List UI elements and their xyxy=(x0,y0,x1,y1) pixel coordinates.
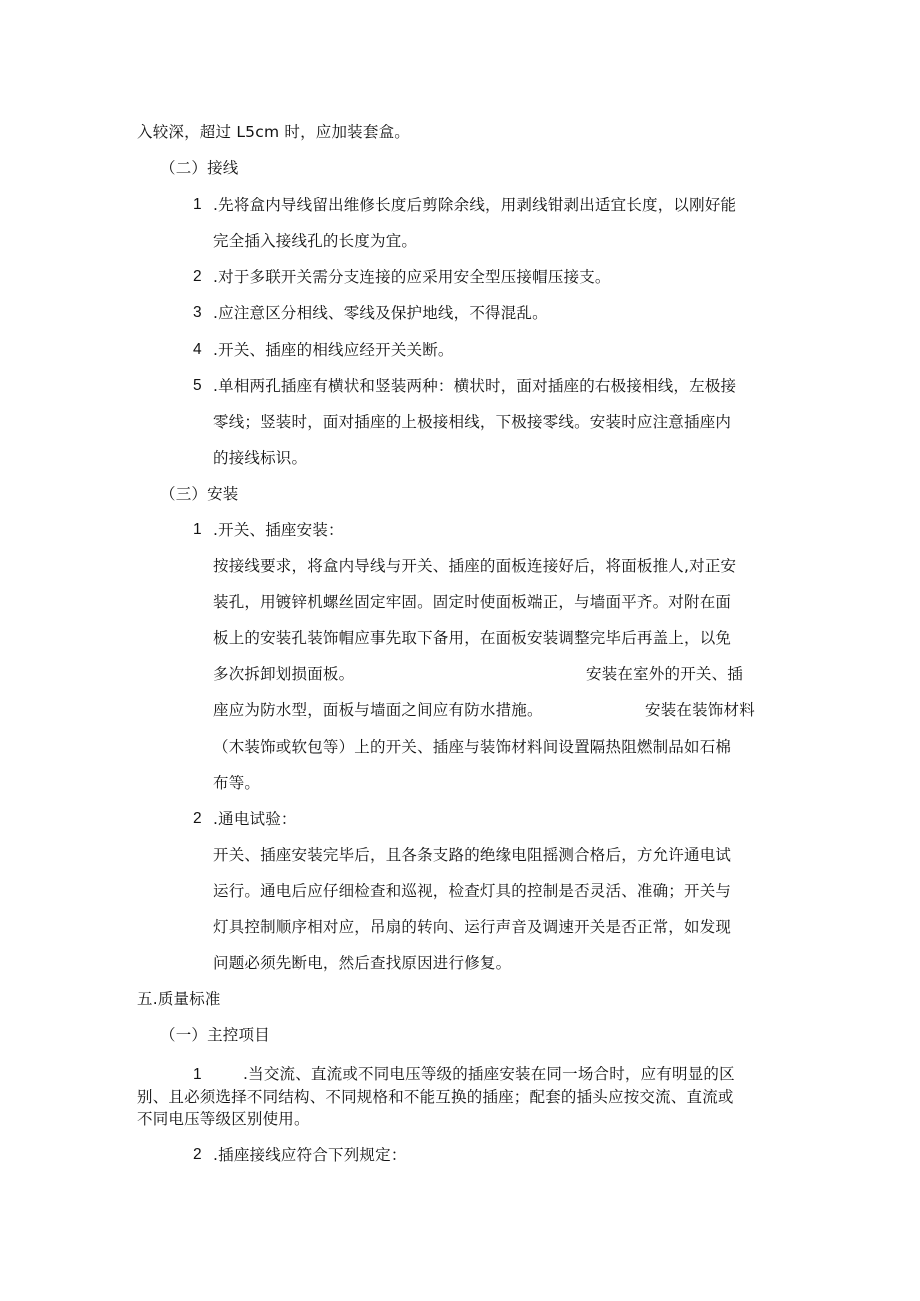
item-text: 多次拆卸划损面板。 xyxy=(213,665,355,683)
item-text: .先将盒内导线留出维修长度后剪除余线，用剥线钳剥出适宜长度，以刚好能 xyxy=(213,196,737,214)
item-number: 1 xyxy=(193,196,202,213)
item-text: （木装饰或软包等）上的开关、插座与装饰材料间设置隔热阻燃制品如石棉 xyxy=(213,738,732,756)
item-number: 1 xyxy=(193,1066,202,1083)
item-text: 不同电压等级区别使用。 xyxy=(137,1110,310,1128)
item-text: 开关、插座安装完毕后，且各条支路的绝缘电阻摇测合格后，方允许通电试 xyxy=(213,846,732,864)
item-text: 零线；竖装时，面对插座的上极接相线，下极接零线。安装时应注意插座内 xyxy=(213,413,732,431)
item-text: 灯具控制顺序相对应，吊扇的转向、运行声音及调速开关是否正常，如发现 xyxy=(213,918,732,936)
item-number: 3 xyxy=(193,304,202,321)
item-number: 1 xyxy=(193,521,202,538)
item-title: .开关、插座安装： xyxy=(213,521,344,539)
item-text: .单相两孔插座有横状和竖装两种：横状时，面对插座的右极接相线，左极接 xyxy=(213,377,737,395)
heading-main-control-items: （一）主控项目 xyxy=(160,1026,270,1044)
item-number: 2 xyxy=(193,268,202,285)
item-text: 装孔，用镀锌机螺丝固定牢固。固定时使面板端正，与墙面平齐。对附在面 xyxy=(213,593,732,611)
item-number: 2 xyxy=(193,1146,202,1163)
item-text: 的接线标识。 xyxy=(213,449,308,467)
item-title: .通电试验： xyxy=(213,810,297,828)
item-text: 板上的安装孔装饰帽应事先取下备用，在面板安装调整完毕后再盖上，以免 xyxy=(213,629,732,647)
item-text: 运行。通电后应仔细检查和巡视，检查灯具的控制是否灵活、准确；开关与 xyxy=(213,882,732,900)
item-number: 4 xyxy=(193,341,202,358)
item-text: .插座接线应符合下列规定： xyxy=(213,1146,407,1164)
item-text: 别、且必须选择不同结构、不同规格和不能互换的插座；配套的插头应按交流、直流或 xyxy=(137,1088,734,1106)
item-text: .开关、插座的相线应经开关关断。 xyxy=(213,341,454,359)
item-text: 布等。 xyxy=(213,774,261,792)
item-text: 座应为防水型，面板与墙面之间应有防水措施。 xyxy=(213,701,543,719)
item-text: 安装在装饰材料 xyxy=(645,701,755,719)
item-number: 5 xyxy=(193,377,202,394)
item-text: .当交流、直流或不同电压等级的插座安装在同一场合时，应有明显的区 xyxy=(243,1065,735,1083)
item-number: 2 xyxy=(193,810,202,827)
heading-installation: （三）安装 xyxy=(160,485,239,503)
heading-wiring: （二）接线 xyxy=(160,159,239,177)
item-text: .对于多联开关需分支连接的应采用安全型压接帽压接支。 xyxy=(213,268,611,286)
item-text: 完全插入接线孔的长度为宜。 xyxy=(213,232,418,250)
section-heading: 五.质量标准 xyxy=(137,990,221,1008)
paragraph-continuation: 入较深，超过 L5cm 时，应加装套盒。 xyxy=(137,123,410,141)
item-text: .应注意区分相线、零线及保护地线，不得混乱。 xyxy=(213,304,548,322)
item-text: 问题必须先断电，然后查找原因进行修复。 xyxy=(213,954,512,972)
item-text: 安装在室外的开关、插 xyxy=(586,665,744,683)
item-text: 按接线要求，将盒内导线与开关、插座的面板连接好后，将面板推人,对正安 xyxy=(213,557,737,575)
